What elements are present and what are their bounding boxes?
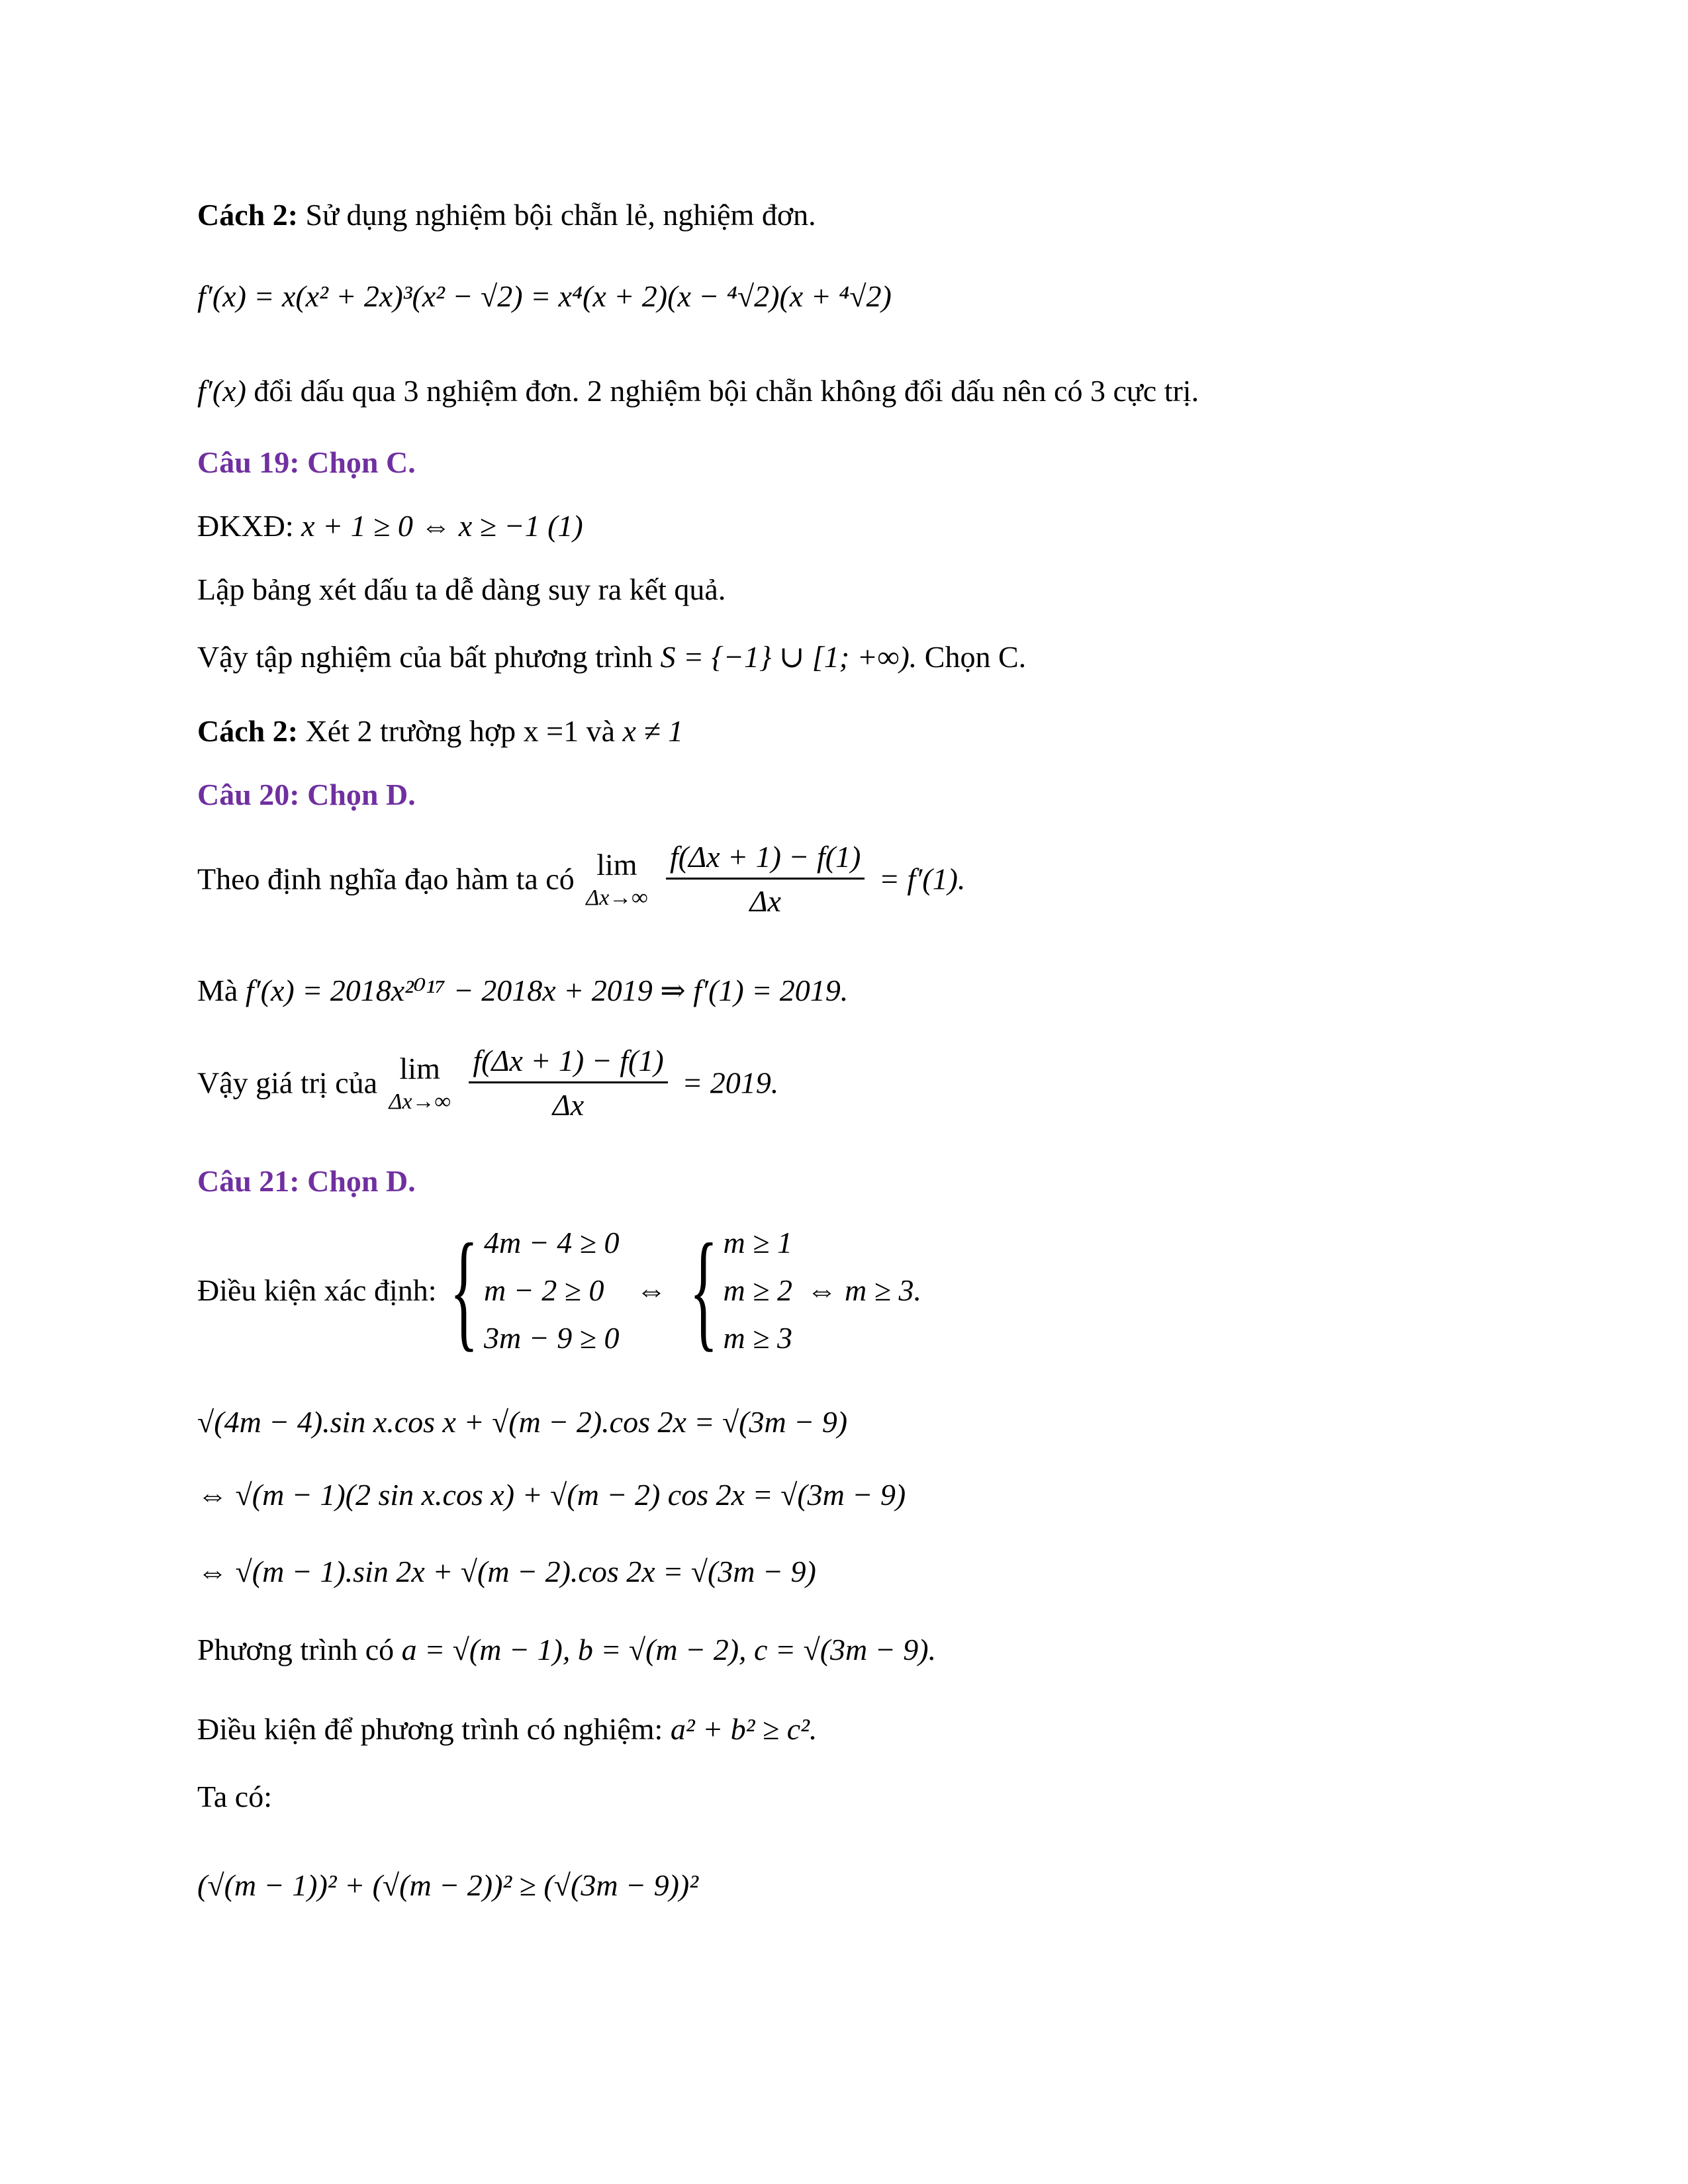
lap-bang-line: Lập bảng xét dấu ta dễ dàng suy ra kết quả. [197,572,726,606]
derivative-definition-line [197,842,965,917]
cach2-line-1 [197,200,816,230]
system-2-row: m ≥ 3 [723,1321,792,1355]
eq-fprime-factorization: f′(x) = x(x² + 2x)³(x² − √2) = x⁴(x + 2)(x − ⁴√2)(x + ⁴√2) [197,279,892,313]
coefficients-math: a = √(m − 1), b = √(m − 2), c = √(3m − 9). [401,1633,937,1666]
equation-1: √(4m − 4).sin x.cos x + √(m − 2).cos 2x = √(3m − 9) [197,1405,848,1439]
brace-1: { [449,1217,479,1363]
heading-cau-21: Câu 21: Chọn D. [197,1164,416,1198]
lim-subscript: Δx→∞ [586,885,648,910]
cach2-label: Cách 2: [197,198,299,232]
domain-condition-label: Điều kiện xác định: [197,1273,437,1307]
equivalence-symbol: ⇔ [636,1273,667,1307]
system-1-row: m − 2 ≥ 0 [484,1273,604,1307]
quotient-numerator-2: f(Δx + 1) − f(1) [469,1046,667,1083]
system-2 [684,1217,792,1363]
domain-condition-result: ⇔ m ≥ 3. [806,1273,921,1307]
cach2-text: Sử dụng nghiệm bội chẵn lẻ, nghiệm đơn. [305,198,816,232]
ma-math: f′(x) = 2018x²⁰¹⁷ − 2018x + 2019 ⇒ f′(1) = 2019. [245,974,849,1007]
difference-quotient [666,842,865,917]
solvability-math: a² + b² ≥ c². [670,1712,818,1746]
brace-2: { [688,1217,718,1363]
lim-subscript-2: Δx→∞ [389,1089,451,1114]
equation-2: ⇔ √(m − 1)(2 sin x.cos x) + √(m − 2) cos 2x = √(3m − 9) [197,1478,906,1512]
solution-set-math: S = {−1} ∪ [1; +∞). [660,640,917,674]
system-1-row: 4m − 4 ≥ 0 [484,1226,620,1259]
coefficients-line [197,1635,936,1665]
vay-tap-nghiem-line [197,642,1026,672]
limit-result: = f′(1). [878,862,966,896]
heading-cau-20: Câu 20: Chọn D. [197,778,416,811]
domain-condition-line [197,1217,921,1363]
limit-operator-2 [389,1051,451,1114]
vay-tap-text: Vậy tập nghiệm của bất phương trình [197,640,653,674]
cach2-label-2: Cách 2: [197,714,299,748]
x-not-1-math: x ≠ 1 [622,714,684,748]
system-2-row: m ≥ 2 [723,1273,792,1307]
dkxd-math: x + 1 ≥ 0 ⇔ x ≥ −1 (1) [301,509,583,543]
heading-cau-19: Câu 19: Chọn C. [197,445,416,479]
quotient-denominator-2: Δx [552,1088,585,1122]
system-1-row: 3m − 9 ≥ 0 [484,1321,620,1355]
quotient-denominator: Δx [749,884,781,918]
fprime-symbol: f′(x) [197,374,246,408]
system-2-rows [724,1228,792,1353]
quotient-numerator: f(Δx + 1) − f(1) [666,842,865,880]
ta-co-line: Ta có: [197,1780,273,1813]
dkxd-line [197,511,583,541]
lim-label-2: lim [399,1051,440,1085]
limit-operator [586,847,648,910]
difference-quotient-2 [469,1046,667,1120]
chon-c-text: Chọn C. [924,640,1027,674]
lim-label: lim [596,847,637,882]
ma-line [197,976,848,1006]
solvability-text: Điều kiện để phương trình có nghiệm: [197,1712,663,1746]
sign-change-text: đổi dấu qua 3 nghiệm đơn. 2 nghiệm bội chẵn không đổi dấu nên có 3 cực trị. [254,374,1199,408]
dkxd-label: ĐKXĐ: [197,509,294,543]
cach2-text-2: Xét 2 trường hợp x =1 và [305,714,616,748]
coefficients-text: Phương trình có [197,1633,395,1666]
ma-label: Mà [197,974,238,1007]
limit-value-text: Vậy giá trị của [197,1066,378,1100]
system-2-row: m ≥ 1 [723,1226,792,1259]
solvability-condition-line [197,1714,817,1745]
sign-change-line [197,376,1199,406]
system-1 [444,1217,620,1363]
final-inequality: (√(m − 1))² + (√(m − 2))² ≥ (√(3m − 9))² [197,1868,699,1902]
system-1-rows [484,1228,620,1353]
limit-value-line [197,1046,778,1120]
equation-3: ⇔ √(m − 1).sin 2x + √(m − 2).cos 2x = √(3m − 9) [197,1555,816,1588]
definition-text: Theo định nghĩa đạo hàm ta có [197,862,575,896]
limit-value-result: = 2019. [682,1066,779,1100]
cach2-line-2 [197,716,683,747]
